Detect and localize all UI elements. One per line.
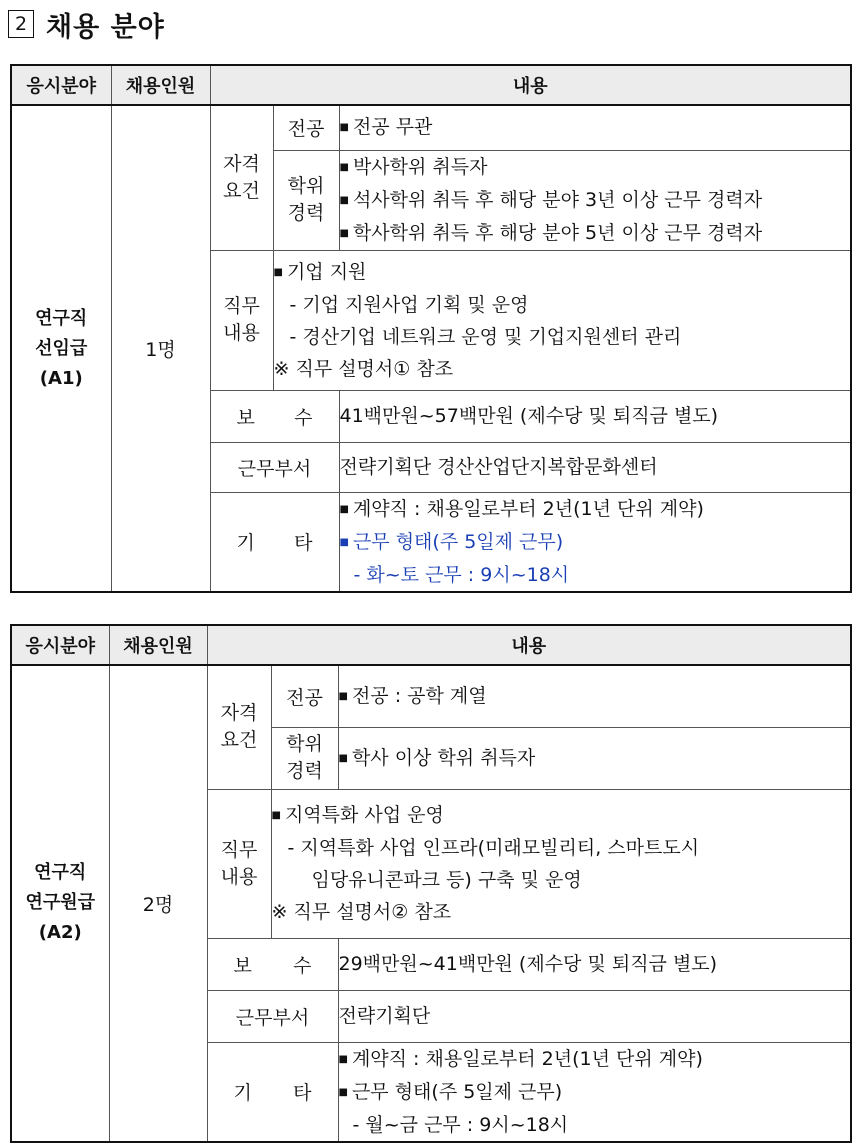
header-field: 응시분야: [11, 625, 109, 665]
pay-label: 보 수: [210, 390, 339, 442]
qualification-label: 자격 요건: [210, 105, 273, 250]
etc-label: 기 타: [207, 1042, 338, 1142]
dept-label: 근무부서: [210, 442, 339, 492]
major-content: ■ 전공 : 공학 계열: [338, 665, 851, 727]
pay-content: 41백만원~57백만원 (제수당 및 퇴직금 별도): [339, 390, 851, 442]
header-field: 응시분야: [11, 65, 111, 105]
pay-content: 29백만원~41백만원 (제수당 및 퇴직금 별도): [338, 938, 851, 990]
header-content: 내용: [210, 65, 851, 105]
major-content: ■ 전공 무관: [339, 105, 851, 150]
duty-label: 직무 내용: [210, 250, 273, 390]
degree-content: ■ 학사 이상 학위 취득자: [338, 727, 851, 789]
field-cell: 연구직 연구원급 (A2): [11, 665, 109, 1142]
duty-content: ■ 지역특화 사업 운영 - 지역특화 사업 인프라(미래모빌리티, 스마트도시 임당유니콘파크 등) 구축 및 운영 ※ 직무 설명서② 참조: [271, 789, 851, 938]
qualification-label: 자격 요건: [207, 665, 271, 789]
table-row: [11, 105, 851, 150]
header-content: 내용: [207, 625, 851, 665]
major-label: 전공: [271, 665, 338, 727]
section-heading: [8, 4, 165, 44]
table-row: [11, 665, 851, 727]
table-header-row: [11, 65, 851, 105]
header-count: 채용인원: [109, 625, 207, 665]
duty-label: 직무 내용: [207, 789, 271, 938]
dept-content: 전략기획단: [338, 990, 851, 1042]
section-number-box: 2: [8, 10, 34, 38]
duty-content: ■ 기업 지원 - 기업 지원사업 기획 및 운영 - 경산기업 네트워크 운영 및 기업지원센터 관리 ※ 직무 설명서① 참조: [273, 250, 851, 390]
header-count: 채용인원: [111, 65, 210, 105]
pay-label: 보 수: [207, 938, 338, 990]
dept-content: 전략기획단 경산산업단지복합문화센터: [339, 442, 851, 492]
etc-content: ■ 계약직 : 채용일로부터 2년(1년 단위 계약) ■ 근무 형태(주 5일제 근무) - 화~토 근무 : 9시~18시: [339, 492, 851, 592]
etc-content: ■ 계약직 : 채용일로부터 2년(1년 단위 계약) ■ 근무 형태(주 5일제 근무) - 월~금 근무 : 9시~18시: [338, 1042, 851, 1142]
dept-label: 근무부서: [207, 990, 338, 1042]
degree-label: 학위 경력: [273, 150, 339, 250]
table-header-row: [11, 625, 851, 665]
major-label: 전공: [273, 105, 339, 150]
degree-content: ■ 박사학위 취득자 ■ 석사학위 취득 후 해당 분야 3년 이상 근무 경력자 ■ 학사학위 취득 후 해당 분야 5년 이상 근무 경력자: [339, 150, 851, 250]
etc-label: 기 타: [210, 492, 339, 592]
count-cell: 1명: [111, 105, 210, 592]
field-cell: 연구직 선임급 (A1): [11, 105, 111, 592]
recruitment-table-a2: [10, 624, 852, 1143]
section-title: 채용 분야: [46, 11, 165, 43]
recruitment-table-a1: [10, 64, 852, 593]
degree-label: 학위 경력: [271, 727, 338, 789]
count-cell: 2명: [109, 665, 207, 1142]
